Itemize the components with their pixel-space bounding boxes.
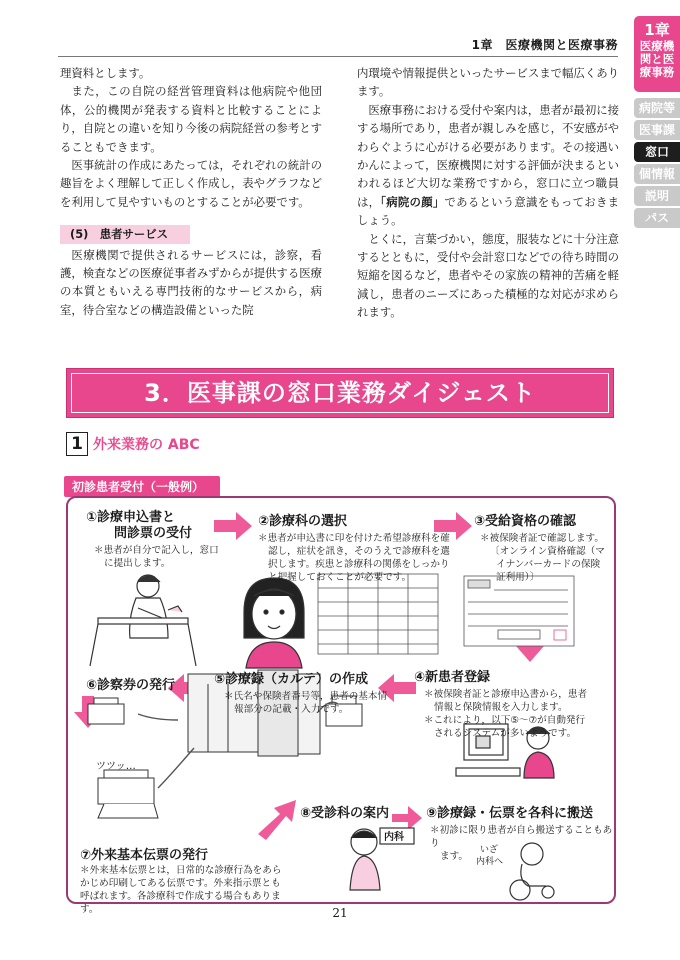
note-line: ＊これにより，以下⑤～⑦が自動発行: [424, 715, 586, 726]
note-line: 報部分の記載・入力です。: [234, 704, 349, 715]
note-line: ＊氏名や保険者番号等，患者の基本情: [224, 691, 388, 702]
paragraph: また，この自院の経営管理資料は他病院や他団体，公的機関が発表する資料と比較することにより，自院との違いを知り今後の病院経営の参考とすることもできます。: [60, 84, 322, 154]
arrow-right-icon: [392, 806, 422, 830]
walk-text: いざ: [480, 845, 499, 855]
step-9-title: ⑨診療録・伝票を各科に搬送: [426, 806, 594, 821]
patient-writing-illustration: [90, 575, 196, 666]
step-4-note: [424, 688, 587, 740]
step-7-note: ＊外来基本伝票とは，日常的な診療行為をあらかじめ印刷してある伝票です。外来指示票とも呼ばれます。各診療科で作成する場合もあります。: [80, 865, 282, 915]
step-8-title: ⑧受診科の案内: [300, 806, 390, 821]
paragraph: 理資料とします。: [60, 66, 151, 80]
printer-sound-text: ツツッ…: [96, 761, 136, 772]
note-line: されるシステムが多いようです。: [434, 728, 577, 739]
paragraph: [357, 101, 619, 230]
page-number: 21: [332, 906, 348, 920]
tab-pathway[interactable]: パス: [634, 208, 680, 228]
step-4-title: ④新患者登録: [414, 670, 491, 685]
note-line: ＊初診に限り患者が自ら搬送することもあり: [430, 825, 613, 849]
chapter-tab[interactable]: [634, 16, 680, 92]
note-line: 択します。疾患と診療科の関係をしっかり: [268, 559, 450, 570]
subsection-number: 1: [66, 432, 88, 456]
step-2-title: ②診療科の選択: [258, 514, 348, 529]
note-line: ＊患者が自分で記入し，窓口: [94, 545, 219, 556]
step-9-note: [430, 824, 614, 863]
receptionist-illustration: [244, 578, 304, 668]
step-3-title: ③受給資格の確認: [474, 514, 577, 529]
paragraph-text: であるという意識をもっておきましょう。: [357, 194, 619, 228]
note-line: と把握しておくことが必要です。: [268, 572, 412, 583]
note-line: ＊患者が申込書に印を付けた希望診療科を確: [258, 533, 450, 544]
chapter-title: 医療機関と医療事務: [639, 39, 675, 79]
running-header: 1章 医療機関と医療事務: [471, 38, 618, 52]
flow-label: 初診患者受付（一般例）: [64, 476, 220, 497]
paragraph: 医事統計の作成にあたっては，それぞれの統計の趣旨をよく理解して正しく作成し，表やグラフなどを利用して見やすいものとすることが必要です。: [60, 158, 322, 209]
insurance-card-illustration: [464, 576, 574, 646]
note-line: 認し，症状を訊き，そのうえで診療科を選: [268, 546, 450, 557]
chapter-number: 1章: [644, 21, 670, 39]
step-5-title: ⑤診療録（カルテ）の作成: [214, 672, 369, 687]
walk-text-2: 内科へ: [476, 857, 504, 867]
tab-explanation[interactable]: 説明: [634, 186, 680, 206]
paragraph: 内環境や情報提供といったサービスまで幅広くあります。: [357, 66, 619, 99]
note-line: 〔オンライン資格確認（マ: [490, 546, 605, 557]
step-5-note: [224, 690, 387, 716]
note-line: ます。: [440, 851, 469, 862]
note-line: 証利用）〕: [496, 572, 540, 583]
note-line: ＊被保険者証と診療申込書から，患者: [424, 689, 588, 700]
tab-medical-affairs[interactable]: 医事課: [634, 120, 680, 140]
step-7-title: ⑦外来基本伝票の発行: [80, 848, 209, 863]
step-1-title-line: 問診票の受付: [114, 526, 193, 541]
tab-hospitals[interactable]: 病院等: [634, 98, 680, 118]
right-column: [357, 64, 619, 322]
arrow-right-icon: [214, 512, 252, 540]
note-line: イナンバーカードの保険: [496, 559, 601, 570]
department-sign-text: 内科: [384, 832, 404, 843]
step-2-note: [258, 532, 450, 584]
department-form-illustration: [318, 574, 438, 654]
step-3-note: [480, 532, 605, 584]
paragraph-text: 医療事務における受付や案内は，患者が最初に接する場所であり，患者が親しみを感じ，不安感がやわらぐように心がける必要があります。その接遇いかんによって，医療機関に対する評価が決まるといわれるほど大切な業務ですから，窓口に立つ職員は，: [357, 102, 619, 209]
step-1-title-line: ①診療申込書と: [86, 510, 176, 525]
step-1-title: [86, 510, 192, 542]
arrow-right-icon: [258, 800, 296, 840]
note-line: に提出します。: [104, 558, 171, 569]
note-line: ＊被保険者証で確認します。: [480, 533, 604, 544]
tab-privacy[interactable]: 個情報: [634, 164, 680, 184]
paragraph: とくに，言葉づかい，態度，服装などに十分注意するとともに，受付や会計窓口などでの待ち時間の短縮を図るなど，患者やその家族の精神的苦痛を軽減し，患者のニーズにあった積極的な対応が求められます。: [357, 231, 619, 320]
section-title: 3．医事課の窓口業務ダイジェスト: [71, 373, 609, 413]
tab-reception[interactable]: 窓口: [634, 142, 680, 162]
subheading-patient-service: (5) 患者サービス: [60, 225, 190, 243]
section-banner: [66, 368, 614, 418]
subsection-title: 外来業務の ABC: [93, 437, 200, 453]
step-1-note: [94, 544, 219, 570]
left-column: [60, 64, 322, 319]
emphasis-hospital-face: 「病院の顔」: [380, 194, 445, 209]
paragraph: 医療機関で提供されるサービスには，診察，看護，検査などの医療従事者みずからが提供する医療の本質ともいえる専門技術的なサービスから，病室，待合室などの構造設備といった院: [60, 247, 322, 317]
note-line: 情報と保険情報を入力します。: [434, 702, 568, 713]
guide-staff-illustration: [350, 828, 414, 890]
header-rule: [58, 56, 618, 57]
step-6-title: ⑥診察券の発行: [86, 678, 176, 693]
